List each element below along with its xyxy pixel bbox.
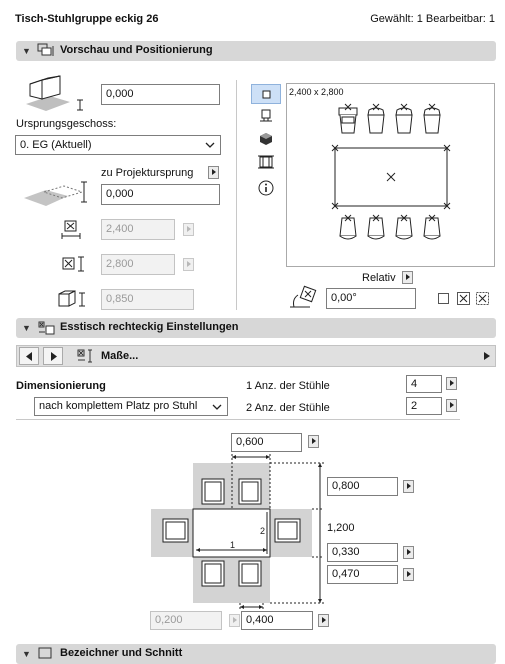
mirror-x-icon[interactable] (457, 292, 470, 305)
table-marker-1: 1 (230, 540, 236, 550)
page-select-label: Maße... (101, 350, 139, 362)
section-icon[interactable] (259, 109, 273, 123)
width-icon (60, 220, 82, 240)
selection-status: Gewählt: 1 Bearbeitbar: 1 (370, 13, 495, 25)
width-field: 2,400 (101, 219, 175, 240)
section-preview-header[interactable] (16, 41, 496, 61)
side-offset-stepper-button[interactable] (403, 546, 414, 559)
top-depth-stepper-button[interactable] (403, 480, 414, 493)
dimensioning-dropdown[interactable] (34, 397, 228, 416)
chevron-down-icon (212, 404, 222, 411)
mirror-y-icon[interactable] (476, 292, 489, 305)
chairs2-stepper-button[interactable] (446, 399, 457, 412)
bottom-spacing-stepper-button[interactable] (318, 614, 329, 627)
left-spacing-field: 0,200 (150, 611, 222, 630)
divider (16, 419, 460, 420)
arrow-right-icon (51, 352, 58, 361)
next-page-button[interactable] (43, 347, 63, 365)
side-offset-field[interactable]: 0,330 (327, 543, 398, 562)
chairs2-field[interactable]: 2 (406, 397, 442, 415)
elevation-field[interactable]: 0,000 (101, 84, 220, 105)
home-story-dropdown[interactable] (15, 135, 221, 155)
left-spacing-stepper-button (229, 614, 240, 627)
depth-link-button (183, 258, 194, 271)
view-2d-button[interactable] (251, 84, 281, 104)
home-story-label: Ursprungsgeschoss: (16, 118, 117, 130)
page-nav-bar (16, 345, 496, 367)
height-icon (56, 289, 88, 309)
preview-plan-drawing (287, 84, 494, 266)
bottom-depth-stepper-button[interactable] (403, 568, 414, 581)
collapse-arrow-icon[interactable]: ▼ (22, 649, 31, 659)
project-zero-icon (24, 178, 94, 210)
table-marker-2: 2 (260, 526, 266, 536)
section-label-header[interactable] (16, 644, 496, 664)
chevron-down-icon (205, 142, 215, 149)
3d-box-icon[interactable] (259, 132, 273, 146)
dimensioning-label: Dimensionierung (16, 380, 106, 392)
bottom-depth-field[interactable]: 0,470 (327, 565, 398, 584)
preview-panel (286, 83, 495, 267)
bottom-spacing-field[interactable]: 0,400 (241, 611, 313, 630)
rotation-angle-icon (288, 285, 320, 311)
chairs1-label: 1 Anz. der Stühle (246, 380, 330, 392)
chair-width-stepper-button[interactable] (308, 435, 319, 448)
info-icon[interactable] (258, 180, 274, 196)
relative-toggle-button[interactable] (402, 271, 413, 284)
top-depth-field[interactable]: 0,800 (327, 477, 398, 496)
mirror-none-checkbox[interactable] (438, 293, 449, 304)
section-settings-header[interactable] (16, 318, 496, 338)
home-story-value: 0. EG (Aktuell) (20, 139, 92, 151)
chairs1-stepper-button[interactable] (446, 377, 457, 390)
chair-width-field[interactable]: 0,600 (231, 433, 302, 452)
arrow-left-icon (26, 352, 33, 361)
chairs2-label: 2 Anz. der Stühle (246, 402, 330, 414)
dimension-diagram (148, 452, 328, 612)
elevation-view-icon[interactable] (258, 155, 274, 169)
arrow-right-icon (484, 352, 490, 360)
table-size-label: 1,200 (327, 522, 355, 534)
preview-positioning-icon (37, 43, 55, 59)
height-field: 0,850 (101, 289, 194, 310)
dimensions-icon (77, 349, 95, 363)
section-preview-title: Vorschau und Positionierung (60, 44, 213, 56)
preview-size-label: 2,400 x 2,800 (289, 87, 344, 97)
collapse-arrow-icon[interactable]: ▼ (22, 323, 31, 333)
page-select-dropdown[interactable] (71, 347, 493, 365)
section-settings-title: Esstisch rechteckig Einstellungen (60, 321, 239, 333)
collapse-arrow-icon[interactable]: ▼ (22, 46, 31, 56)
project-zero-label: zu Projektursprung (101, 167, 194, 179)
dialog-title: Tisch-Stuhlgruppe eckig 26 (15, 13, 159, 25)
rotation-field[interactable]: 0,00° (326, 288, 416, 309)
section-label-title: Bezeichner und Schnitt (60, 647, 183, 659)
relative-label: Relativ (362, 272, 396, 284)
project-zero-field[interactable]: 0,000 (101, 184, 220, 205)
2d-plan-icon (262, 90, 271, 99)
depth-icon (60, 255, 86, 273)
prev-page-button[interactable] (19, 347, 39, 365)
dimensioning-value: nach komplettem Platz pro Stuhl (39, 400, 198, 412)
label-section-icon (37, 646, 55, 662)
table-settings-icon (37, 320, 55, 336)
width-link-button (183, 223, 194, 236)
elevation-icon (26, 74, 88, 114)
project-zero-toggle-button[interactable] (208, 166, 219, 179)
column-divider (236, 80, 237, 310)
depth-field: 2,800 (101, 254, 175, 275)
chairs1-field[interactable]: 4 (406, 375, 442, 393)
